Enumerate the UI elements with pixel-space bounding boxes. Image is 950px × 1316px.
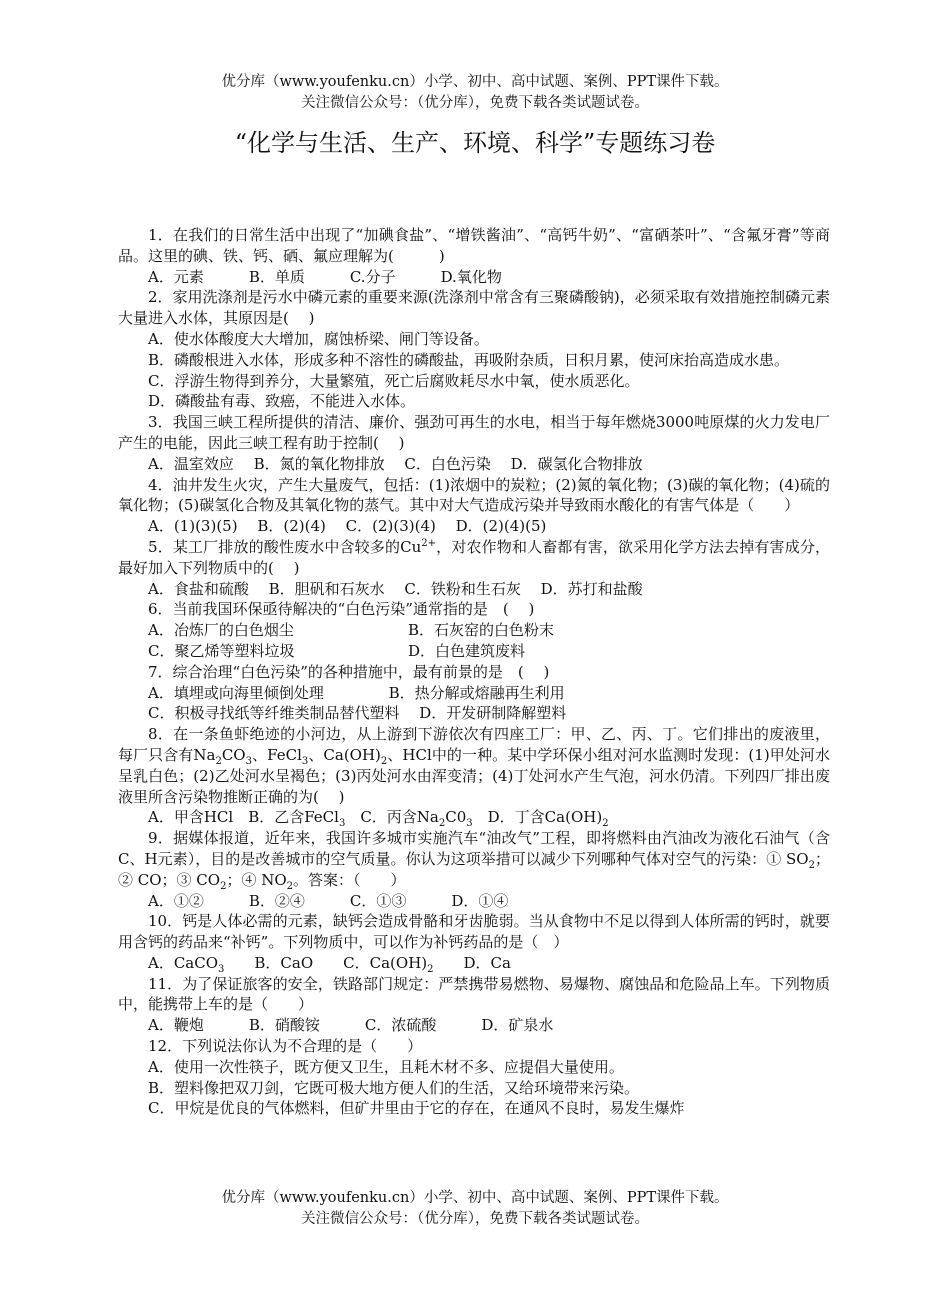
subscript: 2 bbox=[808, 859, 815, 871]
subscript: 2 bbox=[438, 818, 446, 830]
question-10-option-d: D．Ca bbox=[433, 953, 511, 972]
question-2-option-c: C．浮游生物得到养分，大量繁殖，死亡后腐败耗尽水中氧，使水质恶化。 bbox=[148, 371, 640, 390]
page-title: “化学与生活、生产、环境、科学”专题练习卷 bbox=[234, 129, 716, 157]
question-6-option-a: A．冶炼厂的白色烟尘 bbox=[148, 621, 294, 640]
subscript: 2 bbox=[602, 818, 609, 830]
question-10-stem: 10．钙是人体必需的元素，缺钙会造成骨骼和牙齿脆弱。当从食物中不足以得到人体所需的钙时，就要用含钙的药品来“补钙”。下列物质中，可以作为补钙药品的是（ ） bbox=[118, 912, 830, 952]
subscript: 3 bbox=[301, 755, 309, 767]
question-9-text-1: 9．据媒体报道，近年来，我国许多城市实施汽车“油改气”工程，即将燃料由汽油改为液化石油气（含C、H元素），目的是改善城市的空气质量。你认为这项举措可以减少下列哪种气体对空气的污染：① SO bbox=[118, 829, 830, 868]
question-2-option-b: B．磷酸根进入水体，形成多种不溶性的磷酸盐，再吸附杂质，日积月累，使河床抬高造成水患。 bbox=[148, 350, 790, 369]
subscript: 2 bbox=[427, 963, 434, 975]
question-9-text-4: 。答案：（ ） bbox=[293, 870, 406, 889]
question-8-option-d: D．丁含Ca(OH) bbox=[472, 808, 603, 827]
question-6-options-row-1 bbox=[118, 620, 830, 641]
question-9-text-3: ；④ NO bbox=[226, 870, 287, 889]
question-5-options: A．食盐和硫酸 B．胆矾和石灰水 C．铁粉和生石灰 D．苏打和盐酸 bbox=[148, 579, 643, 598]
question-8-option-a-b: A．甲含HCl B．乙含FeCl bbox=[148, 808, 339, 827]
question-1-options: A．元素 B．单质 C.分子 D.氧化物 bbox=[148, 267, 502, 286]
question-list bbox=[118, 225, 830, 1119]
question-2-option-a: A．使水体酸度大大增加，腐蚀桥梁、闸门等设备。 bbox=[148, 329, 489, 348]
question-12-option-c: C．甲烷是优良的气体燃料，但矿井里由于它的存在，在通风不良时，易发生爆炸 bbox=[148, 1099, 685, 1118]
subscript: 2 bbox=[220, 880, 227, 892]
question-4-options: A．(1)(3)(5) B．(2)(4) C．(2)(3)(4) D．(2)(4)(5) bbox=[148, 517, 547, 536]
question-7-options-row-2: C．积极寻找纸等纤维类制品替代塑料 D．开发研制降解塑料 bbox=[148, 704, 567, 723]
question-8-option-c: C．丙含Na bbox=[345, 808, 439, 827]
question-3-stem: 3．我国三峡工程所提供的清洁、廉价、强劲可再生的水电，相当于每年燃烧3000吨原煤的火力发电厂产生的电能，因此三峡工程有助于控制( ) bbox=[118, 413, 830, 452]
question-1-stem: 1．在我们的日常生活中出现了“加碘食盐”、“增铁酱油”、“高钙牛奶”、“富硒茶叶”、“含氟牙膏”等商品。这里的碘、铁、钙、硒、氟应理解为( ) bbox=[118, 226, 830, 265]
question-11-options: A．鞭炮 B．硝酸铵 C．浓硫酸 D．矿泉水 bbox=[148, 1016, 554, 1035]
question-12-option-b: B．塑料像把双刀剑，它既可极大地方便人们的生活，又给环境带来污染。 bbox=[148, 1078, 640, 1097]
question-2-option-d: D．磷酸盐有毒、致癌，不能进入水体。 bbox=[148, 392, 416, 411]
question-8-text-1: 8．在一条鱼虾绝迹的小河边，从上游到下游依次有四座工厂：甲、乙、丙、丁。它们排出的废液里，每厂只含有Na bbox=[118, 725, 830, 764]
subscript: 3 bbox=[218, 963, 225, 975]
question-9-options: A．①② B．②④ C．①③ D．①④ bbox=[148, 891, 509, 910]
question-6-option-c: C．聚乙烯等塑料垃圾 bbox=[148, 641, 295, 660]
subscript: 3 bbox=[338, 818, 346, 830]
question-12-option-a: A．使用一次性筷子，既方便又卫生，且耗木材不多、应提倡大量使用。 bbox=[148, 1057, 624, 1076]
question-6-stem: 6．当前我国环保亟待解决的“白色污染”通常指的是 ( ) bbox=[148, 600, 535, 619]
subscript: 3 bbox=[466, 818, 473, 830]
question-8-text-5: 、HCl中的一种。某中学环保小组对河水监测时发现：(1)甲处河水呈乳白色；(2)乙处河水呈褐色；(3)丙处河水由浑变清；(4)丁处河水产生气泡，河水仍清。下列四厂排出废液里所含污染物推断正确的为( ) bbox=[118, 745, 830, 806]
question-10-option-b-c: B．CaO C．Ca(OH) bbox=[224, 953, 428, 972]
page-header bbox=[0, 72, 950, 114]
question-10-option-a: A．CaCO bbox=[148, 953, 219, 972]
question-6-options-row-2 bbox=[118, 641, 830, 662]
page-footer bbox=[0, 1188, 950, 1230]
subscript: 2 bbox=[380, 755, 388, 767]
charge-superscript: 2+ bbox=[421, 537, 437, 549]
question-11-stem: 11．为了保证旅客的安全，铁路部门规定：严禁携带易燃物、易爆物、腐蚀品和危险品上车。下列物质中，能携带上车的是（ ） bbox=[118, 974, 830, 1014]
question-2-stem: 2．家用洗涤剂是污水中磷元素的重要来源(洗涤剂中常含有三聚磷酸钠)，必须采取有效措施控制磷元素大量进入水体，其原因是( ) bbox=[118, 288, 830, 328]
question-12-stem: 12．下列说法你认为不合理的是（ ） bbox=[148, 1037, 423, 1056]
header-line-2: 关注微信公众号：（优分库），免费下载各类试题试卷。 bbox=[301, 95, 649, 111]
question-8-text-4: 、Ca(OH) bbox=[308, 745, 381, 764]
question-4-stem: 4．油井发生火灾，产生大量废气，包括：(1)浓烟中的炭粒；(2)氮的氧化物；(3)碳的氧化物；(4)硫的氧化物；(5)碳氢化合物及其氧化物的蒸气。其中对大气造成污染并导致雨水酸化的有害气体是（ ） bbox=[118, 475, 830, 515]
footer-line-2: 关注微信公众号：（优分库），免费下载各类试题试卷。 bbox=[301, 1211, 649, 1227]
question-10-options bbox=[118, 953, 830, 974]
question-5-stem bbox=[118, 537, 830, 579]
question-8-text-2: CO bbox=[221, 745, 246, 764]
subscript: 3 bbox=[245, 755, 252, 767]
question-3-options: A．温室效应 B．氮的氧化物排放 C．白色污染 D．碳氢化合物排放 bbox=[148, 454, 643, 473]
question-6-option-b: B．石灰窑的白色粉末 bbox=[408, 621, 555, 640]
question-9-text-2: ；② CO；③ CO bbox=[118, 849, 830, 889]
question-8-stem bbox=[118, 724, 830, 807]
question-8-text-3: 、FeCl bbox=[251, 745, 302, 764]
question-7-stem: 7．综合治理“白色污染”的各种措施中，最有前景的是 ( ) bbox=[148, 662, 550, 681]
question-7-options-row-1: A．填埋或向海里倾倒处理 B．热分解或熔融再生利用 bbox=[148, 683, 565, 702]
header-line-1: 优分库（www.youfenku.cn）小学、初中、高中试题、案例、PPT课件下载。 bbox=[221, 74, 729, 90]
subscript: 2 bbox=[215, 755, 222, 767]
footer-line-1: 优分库（www.youfenku.cn）小学、初中、高中试题、案例、PPT课件下载。 bbox=[221, 1190, 729, 1206]
question-5-text-2: ，对农作物和人畜都有害，欲采用化学方法去掉有害成分，最好加入下列物质中的( ) bbox=[118, 537, 830, 577]
question-8-options bbox=[118, 807, 830, 828]
question-6-option-d: D．白色建筑废料 bbox=[408, 641, 526, 660]
question-9-stem bbox=[118, 828, 830, 890]
question-8-option-c-2: C0 bbox=[445, 808, 467, 827]
subscript: 2 bbox=[286, 880, 294, 892]
question-5-text-1: 5．某工厂排放的酸性废水中含较多的Cu bbox=[148, 537, 422, 556]
